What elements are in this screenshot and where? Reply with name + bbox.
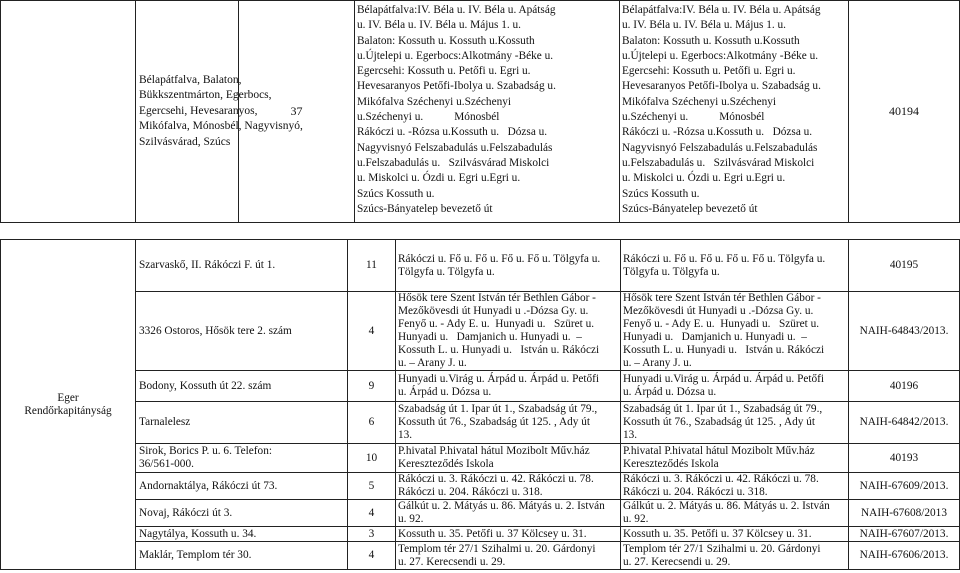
count-cell: 5 — [348, 473, 396, 500]
count-cell: 9 — [348, 371, 396, 402]
street-line: Szabadság út 1. Ipar út 1., Szabadság út 79., — [398, 403, 598, 415]
authority-line: Rendőrkapitányság — [24, 404, 112, 417]
street-line: Nagyvisnyó Felszabadulás u.Felszabadulás — [357, 141, 553, 154]
table-row — [1, 527, 960, 542]
street-line: Rákóczi u. 204. Rákóczi u. 318. — [623, 486, 768, 498]
bottom-table — [0, 239, 960, 570]
code-cell: 40195 — [849, 240, 960, 292]
street-line: u. 27. Kerecsendi u. 29. — [623, 555, 731, 568]
count-cell: 4 — [348, 542, 396, 570]
street-line: Nagyvisnyó Felszabadulás u.Felszabadulás — [622, 141, 818, 154]
table-row — [1, 500, 960, 527]
count-cell: 4 — [348, 500, 396, 527]
street-line: u. IV. Béla u. IV. Béla u. Május 1. u. — [622, 19, 787, 32]
street-line: Hunyadi u. Damjanich u. Hunyadi u. – — [623, 331, 807, 343]
street-line: u. IV. Béla u. IV. Béla u. Május 1. u. — [357, 19, 522, 32]
place-cell — [136, 444, 348, 473]
place-cell: Szarvaskő, II. Rákóczi F. út 1. — [136, 240, 348, 292]
count-cell: 6 — [348, 402, 396, 444]
street-line: Templom tér 27/1 Szihalmi u. 20. Gárdonyi — [623, 542, 821, 555]
street-line: Szúcs Kossuth u. — [622, 187, 700, 200]
streets-cell-b — [621, 371, 849, 402]
count-cell: 11 — [348, 240, 396, 292]
code-cell: NAIH-64842/2013. — [849, 402, 960, 444]
street-line: Mezőkövesdi út Hunyadi u .-Dózsa Gy. u. — [623, 305, 814, 317]
streets-cell-b — [621, 444, 849, 473]
count-cell: 3 — [348, 527, 396, 542]
code-cell: 40193 — [849, 444, 960, 473]
place-cell: Tarnalelesz — [136, 402, 348, 444]
street-line: Hevesaranyos Petőfi-Ibolya u. Szabadság u. — [357, 80, 556, 93]
code-cell: NAIH-67608/2013 — [849, 500, 960, 527]
streets-cell-a — [396, 542, 621, 570]
place-cell: Maklár, Templom tér 30. — [136, 542, 348, 570]
street-line: Mikófalva Széchenyi u.Széchenyi — [622, 95, 777, 108]
street-line: Hősök tere Szent István tér Bethlen Gábor - — [398, 292, 596, 304]
street-line: u.Újtelepi u. Egerbocs:Alkotmány -Béke u. — [622, 49, 819, 62]
settlement-line: Bélapátfalva, Balaton, — [139, 73, 242, 86]
street-line: Egercsehi: Kossuth u. Petőfi u. Egri u. — [622, 65, 796, 78]
table-row — [1, 542, 960, 570]
street-line: u.Felszabadulás u. Szilvásvárad Miskolci — [357, 156, 550, 169]
street-line: Tölgyfa u. Tölgyfa u. — [398, 265, 495, 278]
code-cell: 40194 — [849, 1, 960, 223]
streets-cell-a — [396, 473, 621, 500]
street-line: Bélapátfalva:IV. Béla u. IV. Béla u. Apátság — [622, 4, 821, 16]
table-row — [1, 473, 960, 500]
street-line: Kossuth L. u. Hunyadi u. István u. Rákóczi — [398, 344, 600, 356]
street-line: u. 92. — [623, 513, 649, 525]
streets-cell-b — [621, 292, 849, 371]
street-line: Kossuth L. u. Hunyadi u. István u. Rákóczi — [623, 344, 825, 356]
street-line: Rákóczi u. 204. Rákóczi u. 318. — [398, 486, 543, 498]
street-line: Mikófalva Széchenyi u.Széchenyi — [357, 95, 512, 108]
street-line: Mezőkövesdi út Hunyadi u .-Dózsa Gy. u. — [398, 305, 589, 317]
street-line: Rákóczi u. 3. Rákóczi u. 42. Rákóczi u. 78. — [623, 473, 819, 485]
streets-cell-b — [620, 1, 849, 223]
street-line: Egercsehi: Kossuth u. Petőfi u. Egri u. — [357, 65, 531, 78]
street-line: Balaton: Kossuth u. Kossuth u.Kossuth — [622, 34, 800, 47]
authority-line: Eger — [57, 391, 79, 404]
table-row — [1, 1, 960, 223]
streets-cell-a — [396, 402, 621, 444]
street-line: u. Árpád u. Dózsa u. — [398, 386, 492, 398]
count-cell: 10 — [348, 444, 396, 473]
place-line: 36/561-000. — [139, 458, 194, 470]
table-row — [1, 240, 960, 292]
streets-cell-a — [396, 240, 621, 292]
table-row — [1, 444, 960, 473]
code-cell: NAIH-64843/2013. — [849, 292, 960, 371]
street-line: Gálkút u. 2. Mátyás u. 86. Mátyás u. 2. István — [623, 500, 830, 512]
street-line: Bélapátfalva:IV. Béla u. IV. Béla u. Apátság — [357, 4, 556, 16]
street-line: 13. — [623, 429, 638, 441]
street-line: u. 92. — [398, 513, 424, 525]
streets-cell-b — [621, 473, 849, 500]
street-line: u. – Arany J. u. — [623, 357, 692, 369]
street-line: P.hivatal P.hivatal hátul Mozibolt Műv.ház — [398, 445, 590, 457]
street-line: Rákóczi u. Fő u. Fő u. Fő u. Fő u. Tölgyfa u. — [623, 252, 826, 265]
settlement-line: Egercsehi, Hevesaranyos, — [139, 104, 258, 117]
top-table — [0, 0, 960, 223]
place-line: Sirok, Borics P. u. 6. Telefon: — [139, 445, 272, 457]
street-line: Kossuth út 76., Szabadság út 125. , Ady út — [398, 416, 591, 428]
street-line: u. Árpád u. Dózsa u. — [623, 386, 717, 398]
place-cell: Novaj, Rákóczi út 3. — [136, 500, 348, 527]
street-line: Szúcs-Bányatelep bevezető út — [357, 202, 493, 215]
settlement-line: Szilvásvárad, Szúcs — [139, 135, 231, 148]
street-line: u. Miskolci u. Ózdi u. Egri u.Egri u. — [357, 172, 521, 185]
street-line: Szúcs Kossuth u. — [357, 187, 435, 200]
place-cell: Bodony, Kossuth út 22. szám — [136, 371, 348, 402]
table-row — [1, 371, 960, 402]
streets-cell-a — [355, 1, 620, 223]
code-cell: NAIH-67609/2013. — [849, 473, 960, 500]
street-line: Kossuth u. 35. Petőfi u. 37 Kölcsey u. 31. — [398, 527, 587, 540]
settlement-line: Bükkszentmárton, Egerbocs, — [139, 89, 272, 102]
street-line: Kossuth út 76., Szabadság út 125. , Ady út — [623, 416, 816, 428]
street-line: Kossuth u. 35. Petőfi u. 37 Kölcsey u. 31. — [623, 527, 812, 540]
code-cell: NAIH-67606/2013. — [849, 542, 960, 570]
street-line: u.Újtelepi u. Egerbocs:Alkotmány -Béke u. — [357, 49, 554, 62]
count-cell: 37 — [239, 1, 355, 223]
authority-cell — [1, 240, 136, 570]
street-line: u. 27. Kerecsendi u. 29. — [398, 555, 506, 568]
streets-cell-a — [396, 292, 621, 371]
streets-cell-a — [396, 444, 621, 473]
code-cell: NAIH-67607/2013. — [849, 527, 960, 542]
streets-cell-a — [396, 527, 621, 542]
street-line: Gálkút u. 2. Mátyás u. 86. Mátyás u. 2. István — [398, 500, 605, 512]
street-line: u. – Arany J. u. — [398, 357, 467, 369]
street-line: Kereszteződés Iskola — [398, 458, 494, 470]
street-line: u.Széchenyi u. Mónosbél — [357, 111, 500, 124]
street-line: Hevesaranyos Petőfi-Ibolya u. Szabadság u. — [622, 80, 821, 93]
place-cell: Nagytálya, Kossuth u. 34. — [136, 527, 348, 542]
streets-cell-a — [396, 500, 621, 527]
count-cell: 4 — [348, 292, 396, 371]
street-line: Szúcs-Bányatelep bevezető út — [622, 202, 758, 215]
street-line: Hunyadi u. Damjanich u. Hunyadi u. – — [398, 331, 582, 343]
street-line: u. Miskolci u. Ózdi u. Egri u.Egri u. — [622, 172, 786, 185]
streets-cell-b — [621, 240, 849, 292]
street-line: Szabadság út 1. Ipar út 1., Szabadság út 79., — [623, 403, 823, 415]
table-row — [1, 402, 960, 444]
table-row — [1, 292, 960, 371]
code-cell: 40196 — [849, 371, 960, 402]
street-line: P.hivatal P.hivatal hátul Mozibolt Műv.ház — [623, 445, 815, 457]
street-line: Fenyő u. - Ady E. u. Hunyadi u. Szüret u. — [623, 318, 820, 330]
settlement-line: Mikófalva, Mónosbél, Nagyvisnyó, — [139, 120, 303, 133]
street-line: Rákóczi u. -Rózsa u.Kossuth u. Dózsa u. — [622, 126, 813, 139]
street-line: 13. — [398, 429, 413, 441]
street-line: Rákóczi u. Fő u. Fő u. Fő u. Fő u. Tölgyfa u. — [398, 252, 601, 265]
street-line: Hunyadi u.Virág u. Árpád u. Árpád u. Petőfi — [398, 373, 600, 385]
place-cell: Andornaktálya, Rákóczi út 73. — [136, 473, 348, 500]
street-line: Rákóczi u. -Rózsa u.Kossuth u. Dózsa u. — [357, 126, 548, 139]
streets-cell-b — [621, 500, 849, 527]
street-line: Kereszteződés Iskola — [623, 458, 719, 470]
streets-cell-b — [621, 527, 849, 542]
street-line: Templom tér 27/1 Szihalmi u. 20. Gárdonyi — [398, 542, 596, 555]
street-line: Fenyő u. - Ady E. u. Hunyadi u. Szüret u. — [398, 318, 595, 330]
street-line: Rákóczi u. 3. Rákóczi u. 42. Rákóczi u. 78. — [398, 473, 594, 485]
streets-cell-b — [621, 542, 849, 570]
street-line: u.Felszabadulás u. Szilvásvárad Miskolci — [622, 156, 815, 169]
empty-cell — [1, 1, 136, 223]
place-cell: 3326 Ostoros, Hősök tere 2. szám — [136, 292, 348, 371]
street-line: u.Széchenyi u. Mónosbél — [622, 111, 765, 124]
streets-cell-b — [621, 402, 849, 444]
street-line: Hunyadi u.Virág u. Árpád u. Árpád u. Petőfi — [623, 373, 825, 385]
street-line: Tölgyfa u. Tölgyfa u. — [623, 265, 720, 278]
streets-cell-a — [396, 371, 621, 402]
street-line: Balaton: Kossuth u. Kossuth u.Kossuth — [357, 34, 535, 47]
street-line: Hősök tere Szent István tér Bethlen Gábor - — [623, 292, 821, 304]
